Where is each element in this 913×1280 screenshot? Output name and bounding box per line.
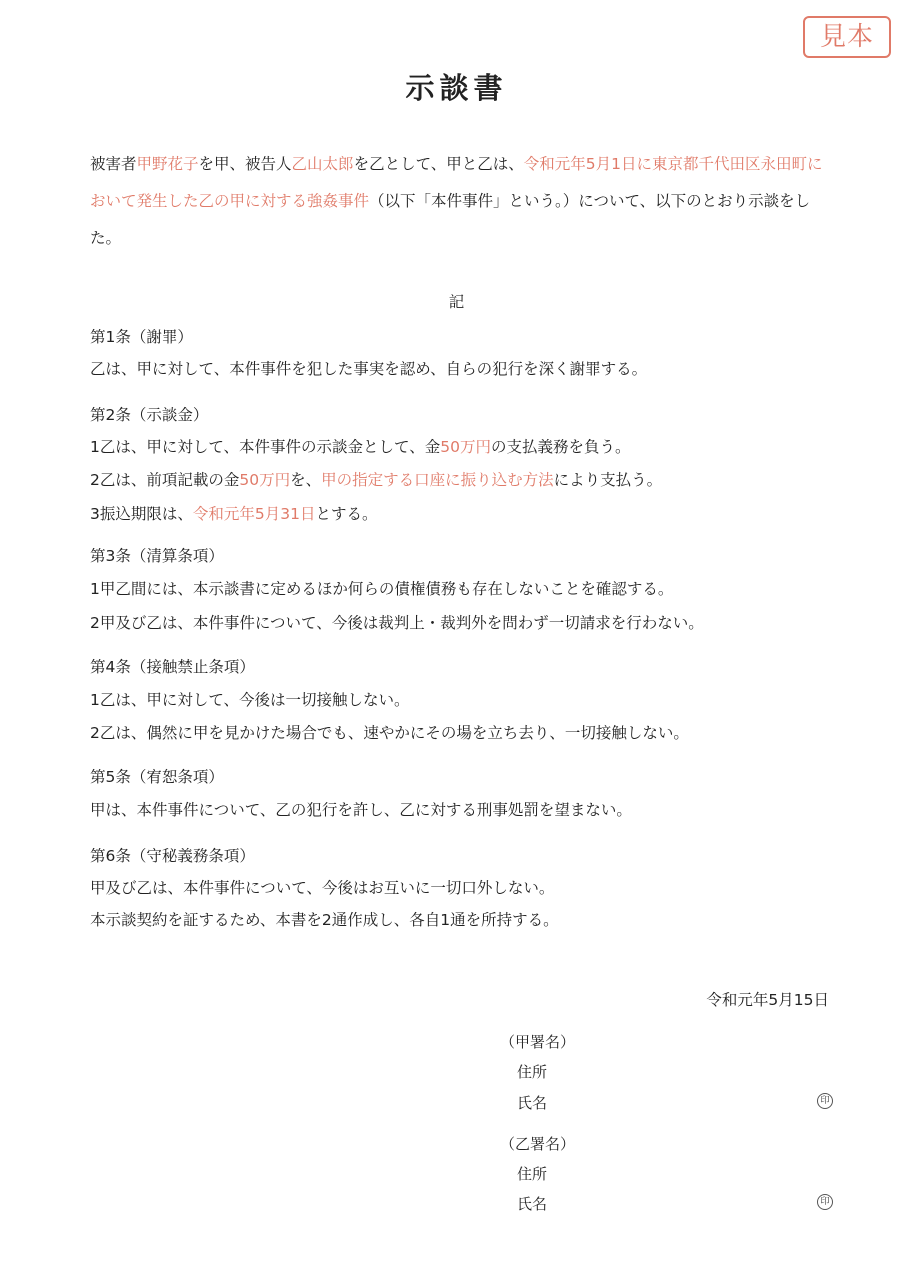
article-2-line-2-post: により支払う。 [553,471,663,489]
settlement-amount: 50万円 [440,438,491,456]
document-date: 令和元年5月15日 [706,991,829,1009]
article-2-heading: 第2条（示談金） [90,406,209,424]
article-2-line-2-pre: 2乙は、前項記載の金 [90,471,240,489]
party-b-address-label: 住所 [517,1165,548,1183]
party-b-signature-heading: （乙署名） [500,1135,576,1153]
article-4-line-2: 2乙は、偶然に甲を見かけた場合でも、速やかにその場を立ち去り、一切接触しない。 [90,724,689,742]
intro-text-3: を乙として、甲と乙は、 [353,155,524,173]
article-4-heading: 第4条（接触禁止条項） [90,658,255,676]
incident-description: 令和元年5月1日に東京都千代田区永田町において発生した乙の甲に対する強姦事件 [90,155,823,210]
article-5-text: 甲は、本件事件について、乙の犯行を許し、乙に対する刑事処罰を望まない。 [90,801,632,819]
article-2-line-3-pre: 3振込期限は、 [90,505,193,523]
article-1-heading: 第1条（謝罪） [90,328,193,346]
payment-deadline: 令和元年5月31日 [192,505,316,523]
party-b-seal-mark: 印 [817,1194,833,1210]
article-3-line-1: 1甲乙間には、本示談書に定めるほか何らの債権債務も存在しないことを確認する。 [90,580,674,598]
party-a-signature-heading: （甲署名） [500,1033,576,1051]
article-2-line-1 [90,436,631,458]
article-1-text: 乙は、甲に対して、本件事件を犯した事実を認め、自らの犯行を深く謝罪する。 [90,360,648,378]
article-6-text: 甲及び乙は、本件事件について、今後はお互いに一切口外しない。 [90,879,555,897]
party-b-name-label: 氏名 [517,1195,548,1213]
article-4-line-1: 1乙は、甲に対して、今後は一切接触しない。 [90,691,410,709]
article-3-heading: 第3条（清算条項） [90,547,224,565]
victim-name: 甲野花子 [136,155,199,173]
article-2-line-2-mid: を、 [290,471,322,489]
defendant-name: 乙山太郎 [291,155,354,173]
closing-statement: 本示談契約を証するため、本書を2通作成し、各自1通を所持する。 [90,911,559,929]
party-a-name-label: 氏名 [517,1094,548,1112]
sample-stamp: 見本 [803,16,891,58]
intro-text-2: を甲、被告人 [198,155,292,173]
document-title: 示談書 [405,71,508,105]
payment-method: 甲の指定する口座に振り込む方法 [321,471,554,489]
article-2-line-1-pre: 1乙は、甲に対して、本件事件の示談金として、金 [90,438,441,456]
article-2-line-2 [90,469,662,491]
ki-marker: 記 [448,293,465,311]
article-5-heading: 第5条（宥恕条項） [90,768,224,786]
party-a-address-label: 住所 [517,1063,548,1081]
intro-paragraph [90,146,830,257]
settlement-amount-repeat: 50万円 [239,471,291,489]
article-2-line-3 [90,503,377,525]
article-6-heading: 第6条（守秘義務条項） [90,847,255,865]
intro-text-4: （以下「本件事件」という。）について、以下のとおり示談をした。 [90,192,811,247]
article-2-line-1-post: の支払義務を負う。 [490,438,631,456]
article-3-line-2: 2甲及び乙は、本件事件について、今後は裁判上・裁判外を問わず一切請求を行わない。 [90,614,704,632]
article-2-line-3-post: とする。 [315,505,378,523]
intro-text-1: 被害者 [90,155,137,173]
party-a-seal-mark: 印 [817,1093,833,1109]
